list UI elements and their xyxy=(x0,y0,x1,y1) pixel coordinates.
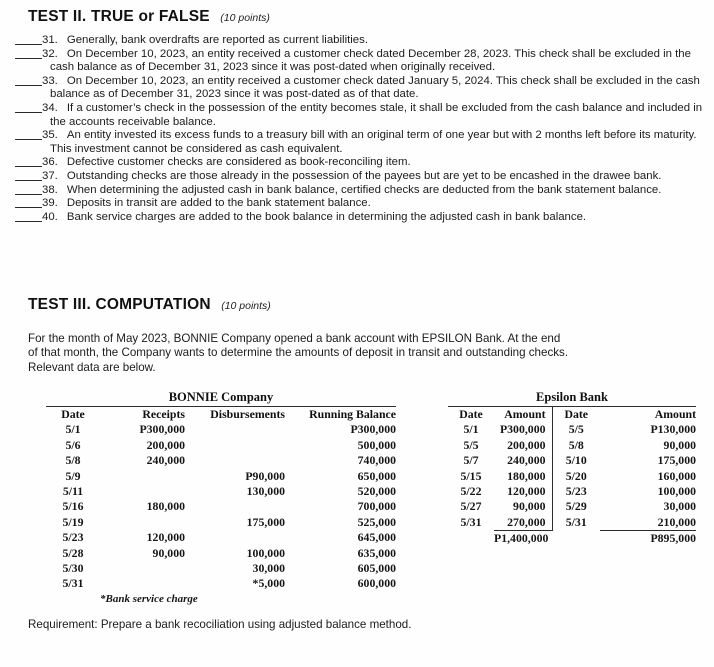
cell-balance: 645,000 xyxy=(357,530,396,545)
true-false-list xyxy=(15,34,709,224)
col-header-disbursements: Disbursements xyxy=(210,407,285,421)
cell-deposit-amount: 180,000 xyxy=(494,469,552,484)
col-header-date: Date xyxy=(459,407,483,421)
answer-blank xyxy=(15,55,42,59)
table-row xyxy=(46,530,396,545)
table-row xyxy=(46,453,396,468)
item-number: 40. xyxy=(42,210,58,223)
cell-balance: 605,000 xyxy=(357,561,396,576)
cell-balance: P300,000 xyxy=(350,422,396,437)
table-row xyxy=(46,438,396,453)
item-text: If a customer’s check in the possession of the entity becomes stale, it shall be excluded from the cash balance and included in the accounts receivable balance. xyxy=(50,101,703,128)
cell-deposit-amount: 270,000 xyxy=(494,515,552,531)
cell-disbursements: 130,000 xyxy=(246,484,285,499)
item-number: 32. xyxy=(42,47,58,60)
item-number: 33. xyxy=(42,74,58,87)
tf-item-36 xyxy=(15,156,709,170)
table-row xyxy=(46,561,396,576)
cell-disbursements xyxy=(185,499,285,514)
table-row xyxy=(448,422,696,437)
item-text: On December 10, 2023, an entity received a customer check dated December 28, 2023. This check shall be excluded in the cash balance as of December 31, 2023 since it was post-dated when originally received. xyxy=(50,47,691,74)
cell-disbursements: 175,000 xyxy=(246,514,285,529)
epsilon-bank-table xyxy=(448,390,696,547)
table-row xyxy=(448,499,696,514)
cell-date: 5/8 xyxy=(568,437,584,452)
item-number: 34. xyxy=(42,101,58,114)
col-header-receipts: Receipts xyxy=(142,407,185,421)
cell-disbursements xyxy=(185,438,285,453)
cell-date: 5/6 xyxy=(65,437,81,452)
cell-date: 5/31 xyxy=(460,515,482,530)
answer-blank xyxy=(15,136,42,140)
requirement-text: Requirement: Prepare a bank recociliation using adjusted balance method. xyxy=(28,618,412,631)
item-text: An entity invested its excess funds to a treasury bill with an original term of one year but with 2 months left before its maturity. This investment cannot be considered as cash equivalent. xyxy=(50,129,697,155)
totals-row xyxy=(448,531,696,547)
cell-receipts: 120,000 xyxy=(146,530,185,545)
table-row xyxy=(46,576,396,591)
cell-date: 5/30 xyxy=(62,561,84,576)
col-header-running-balance: Running Balance xyxy=(309,407,396,421)
cell-date: 5/20 xyxy=(565,468,587,483)
cell-disbursements: 100,000 xyxy=(246,545,285,560)
cell-receipts xyxy=(100,576,185,591)
epsilon-table-title: Epsilon Bank xyxy=(448,390,696,407)
cell-deposit-amount: 120,000 xyxy=(494,484,552,499)
cell-balance: 740,000 xyxy=(357,453,396,468)
cell-date: 5/23 xyxy=(62,530,84,545)
total-checks: P895,000 xyxy=(600,531,696,547)
bonnie-table-title: BONNIE Company xyxy=(46,390,396,407)
cell-balance: 700,000 xyxy=(357,499,396,514)
table-row xyxy=(46,484,396,499)
tf-item-31 xyxy=(15,34,709,48)
table-row xyxy=(46,515,396,530)
tf-item-40 xyxy=(15,211,709,225)
cell-date: 5/1 xyxy=(463,422,479,437)
table-row xyxy=(448,515,696,531)
bonnie-company-table xyxy=(46,390,396,605)
item-number: 37. xyxy=(42,169,58,182)
table-row xyxy=(448,484,696,499)
cell-balance: 525,000 xyxy=(357,514,396,529)
cell-receipts xyxy=(100,484,185,499)
cell-date: 5/29 xyxy=(565,499,587,514)
test2-points-label: (10 points) xyxy=(220,12,270,24)
cell-balance: 600,000 xyxy=(357,576,396,591)
cell-check-amount: 175,000 xyxy=(657,453,696,468)
answer-blank xyxy=(15,177,42,181)
cell-receipts: 200,000 xyxy=(146,437,185,452)
cell-receipts: 180,000 xyxy=(146,499,185,514)
test2-heading xyxy=(28,8,270,26)
answer-blank xyxy=(15,218,42,222)
cell-check-amount: P130,000 xyxy=(650,422,696,437)
cell-date: 5/1 xyxy=(65,422,81,437)
cell-date: 5/5 xyxy=(568,422,584,437)
cell-date: 5/22 xyxy=(460,484,482,499)
cell-deposit-amount: 200,000 xyxy=(494,438,552,453)
table-row xyxy=(46,499,396,514)
test2-title: TEST II. TRUE or FALSE xyxy=(28,8,210,25)
test3-heading xyxy=(28,296,271,314)
tf-item-33 xyxy=(15,75,709,102)
tf-item-35 xyxy=(15,129,709,156)
empty-cell xyxy=(552,531,600,547)
cell-date: 5/9 xyxy=(65,468,81,483)
cell-check-amount: 210,000 xyxy=(657,514,696,529)
cell-date: 5/23 xyxy=(565,484,587,499)
item-text: Defective customer checks are considered as book-reconciling item. xyxy=(66,156,411,169)
total-deposits: P1,400,000 xyxy=(494,531,552,547)
cell-check-amount: 160,000 xyxy=(657,468,696,483)
cell-balance: 520,000 xyxy=(357,484,396,499)
col-header-amount: Amount xyxy=(654,407,696,421)
cell-date: 5/19 xyxy=(62,514,84,529)
tf-item-39 xyxy=(15,197,709,211)
col-header-date: Date xyxy=(61,407,85,421)
table-row xyxy=(448,469,696,484)
table-row xyxy=(46,546,396,561)
cell-date: 5/16 xyxy=(62,499,84,514)
empty-cell xyxy=(448,531,494,547)
tf-item-37 xyxy=(15,170,709,184)
cell-disbursements xyxy=(185,453,285,468)
bank-service-charge-footnote: *Bank service charge xyxy=(100,592,198,605)
item-text: When determining the adjusted cash in bank balance, certified checks are deducted from the bank statement balance. xyxy=(66,183,662,196)
cell-date: 5/11 xyxy=(62,484,84,499)
item-text: Outstanding checks are those already in the possession of the payees but are yet to be encashed in the drawee bank. xyxy=(66,169,662,182)
table-row xyxy=(46,422,396,437)
cell-receipts xyxy=(100,515,185,530)
answer-blank xyxy=(15,204,42,208)
cell-deposit-amount: 240,000 xyxy=(494,453,552,468)
col-header-amount: Amount xyxy=(494,407,552,422)
cell-date: 5/28 xyxy=(62,545,84,560)
item-text: Deposits in transit are added to the bank statement balance. xyxy=(66,197,371,210)
cell-disbursements: 30,000 xyxy=(252,561,285,576)
cell-check-amount: 100,000 xyxy=(657,484,696,499)
tf-item-38 xyxy=(15,184,709,198)
cell-date: 5/7 xyxy=(463,453,479,468)
answer-blank xyxy=(15,163,42,167)
cell-date: 5/31 xyxy=(565,515,587,530)
cell-deposit-amount: P300,000 xyxy=(494,422,552,437)
intro-line: Relevant data are below. xyxy=(28,360,156,374)
test3-points-label: (10 points) xyxy=(221,300,271,312)
tf-item-34 xyxy=(15,102,709,129)
cell-deposit-amount: 90,000 xyxy=(494,499,552,514)
test3-intro-paragraph xyxy=(28,332,568,375)
cell-balance: 650,000 xyxy=(357,468,396,483)
cell-receipts xyxy=(100,469,185,484)
item-number: 39. xyxy=(42,197,58,210)
tf-item-32 xyxy=(15,48,709,75)
answer-blank xyxy=(15,41,42,45)
cell-date: 5/8 xyxy=(65,453,81,468)
table-row xyxy=(46,469,396,484)
cell-disbursements xyxy=(185,530,285,545)
item-text: Bank service charges are added to the book balance in determining the adjusted cash in bank balance. xyxy=(66,210,587,223)
item-number: 38. xyxy=(42,183,58,196)
intro-line: of that month, the Company wants to determine the amounts of deposit in transit and outstanding checks. xyxy=(28,346,569,360)
cell-balance: 500,000 xyxy=(357,437,396,452)
item-number: 36. xyxy=(42,156,58,169)
bonnie-header-row xyxy=(46,407,396,422)
test3-title: TEST III. COMPUTATION xyxy=(28,296,211,313)
table-row xyxy=(448,438,696,453)
cell-receipts xyxy=(100,561,185,576)
item-number: 35. xyxy=(42,129,58,142)
col-header-date: Date xyxy=(564,407,589,421)
cell-disbursements: P90,000 xyxy=(245,468,285,483)
cell-date: 5/10 xyxy=(565,453,587,468)
item-text: Generally, bank overdrafts are reported as current liabilities. xyxy=(66,34,368,46)
table-row xyxy=(448,453,696,468)
epsilon-header-row xyxy=(448,407,696,422)
cell-disbursements xyxy=(185,422,285,437)
cell-receipts: 90,000 xyxy=(152,545,185,560)
cell-check-amount: 90,000 xyxy=(663,437,696,452)
item-number: 31. xyxy=(42,34,58,46)
answer-blank xyxy=(15,82,42,86)
cell-date: 5/15 xyxy=(460,468,482,483)
cell-date: 5/27 xyxy=(460,499,482,514)
cell-date: 5/31 xyxy=(62,576,84,591)
cell-receipts: P300,000 xyxy=(139,422,185,437)
answer-blank xyxy=(15,109,42,113)
answer-blank xyxy=(15,191,42,195)
cell-date: 5/5 xyxy=(463,437,479,452)
cell-check-amount: 30,000 xyxy=(663,499,696,514)
intro-line: For the month of May 2023, BONNIE Company opened a bank account with EPSILON Bank. At the end xyxy=(28,332,561,345)
cell-balance: 635,000 xyxy=(357,545,396,560)
item-text: On December 10, 2023, an entity received a customer check dated January 5, 2024. This check shall be excluded in the cash balance as of December 31, 2023 since it was post-dated as of that date. xyxy=(50,74,700,101)
cell-disbursements: *5,000 xyxy=(252,576,285,591)
cell-receipts: 240,000 xyxy=(146,453,185,468)
